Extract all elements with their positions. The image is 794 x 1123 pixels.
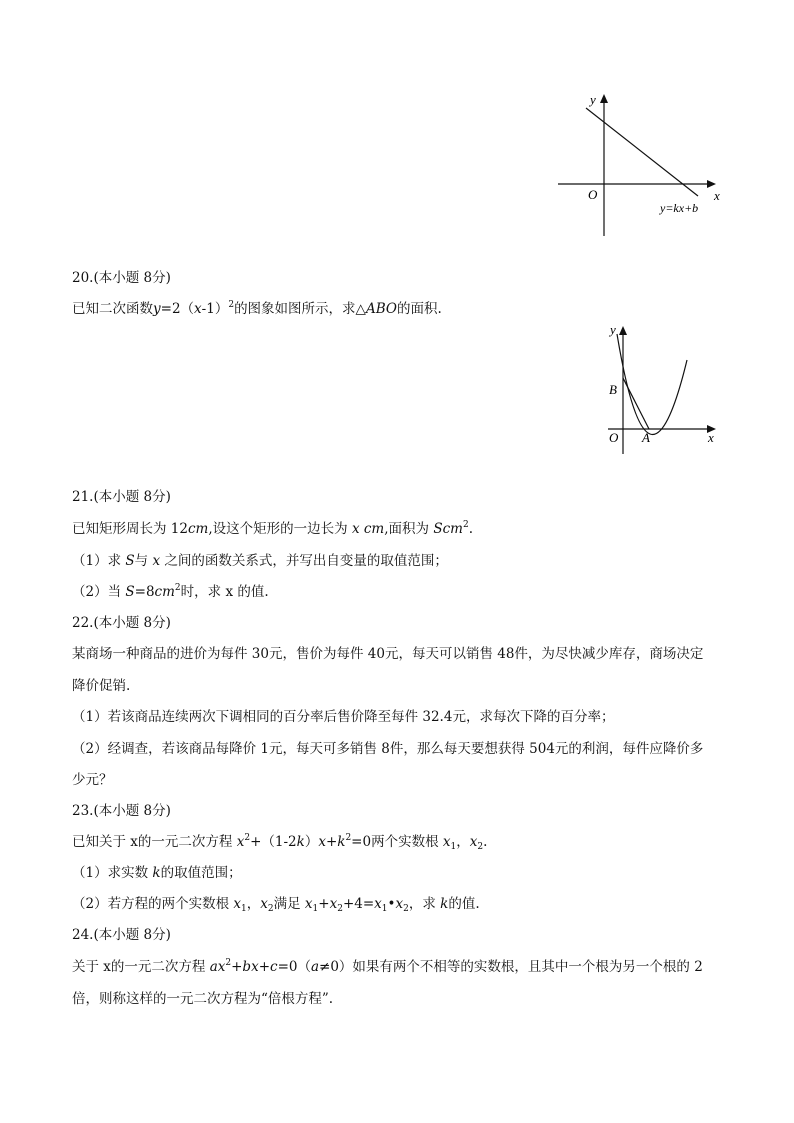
y-axis-arrow (619, 326, 627, 335)
line-label: y=kx+b (660, 201, 699, 215)
origin-label: O (588, 187, 598, 202)
q23-header: 23.(本小题 8分) (72, 803, 171, 819)
x-axis-label: x (714, 188, 720, 203)
q24-stem-line1: 关于 x的一元二次方程 $ax^2+bx+c=0(a\ne 0)$如果有两个不相等的实数根，且其中一个根为另一个根的 2 (72, 958, 703, 975)
q23-part2: （2）若方程的两个实数根 $x_1$，$x_2$满足 $x_1+x_2+4=x_1•x_2$，求 k的值. (72, 896, 480, 914)
q21-part2: （2）当 $S=8cm^2$时，求 x 的值. (72, 583, 269, 600)
parabola-figure (590, 318, 730, 460)
y-axis-label: y (590, 92, 596, 107)
q21-stem: 已知矩形周长为 12cm,设这个矩形的一边长为 x cm,面积为 Scm$^2$. (72, 520, 473, 537)
y-axis-label: y (610, 322, 616, 337)
q22-stem-line2: 降价促销. (72, 678, 131, 694)
y-axis-arrow (600, 94, 608, 103)
q20-header: 20.(本小题 8分) (72, 270, 171, 286)
q22-part1: （1）若该商品连续两次下调相同的百分率后售价降至每件 32.4元，求每次下降的百分率； (72, 709, 615, 725)
q23-stem: 已知关于 x的一元二次方程 $x^2+(1-2k)x+k^2=0$两个实数根 $x_1$，$x_2$. (72, 833, 488, 852)
q22-header: 22.(本小题 8分) (72, 615, 171, 631)
q24-header: 24.(本小题 8分) (72, 927, 171, 943)
point-b-label: B (609, 382, 617, 397)
x-axis-arrow (707, 180, 716, 188)
q20-text: 已知二次函数$y=2(x-1)^2$的图象如图所示，求△ABO的面积. (72, 300, 442, 317)
point-a-label: A (642, 430, 650, 445)
q21-header: 21.(本小题 8分) (72, 489, 171, 505)
q22-stem-line1: 某商场一种商品的进价为每件 30元，售价为每件 40元，每天可以销售 48件，为尽快减少库存，商场决定 (72, 646, 704, 662)
origin-label: O (609, 430, 619, 445)
q24-stem-line2: 倍，则称这样的一元二次方程为“倍根方程”. (72, 991, 334, 1007)
q23-part1: （1）求实数 k的取值范围； (72, 865, 242, 881)
linear-function-figure (540, 88, 740, 240)
x-axis-label: x (708, 430, 714, 445)
q21-part1: （1）求 S与 x 之间的函数关系式，并写出自变量的取值范围； (72, 553, 448, 569)
segment-ab (623, 378, 649, 429)
function-line (586, 108, 698, 196)
parabola-curve (617, 334, 687, 434)
q22-part2-line2: 少元？ (72, 772, 113, 788)
q22-part2-line1: （2）经调查，若该商品每降价 1元，每天可多销售 8件，那么每天要想获得 504元的利润，每件应降价多 (72, 741, 704, 757)
